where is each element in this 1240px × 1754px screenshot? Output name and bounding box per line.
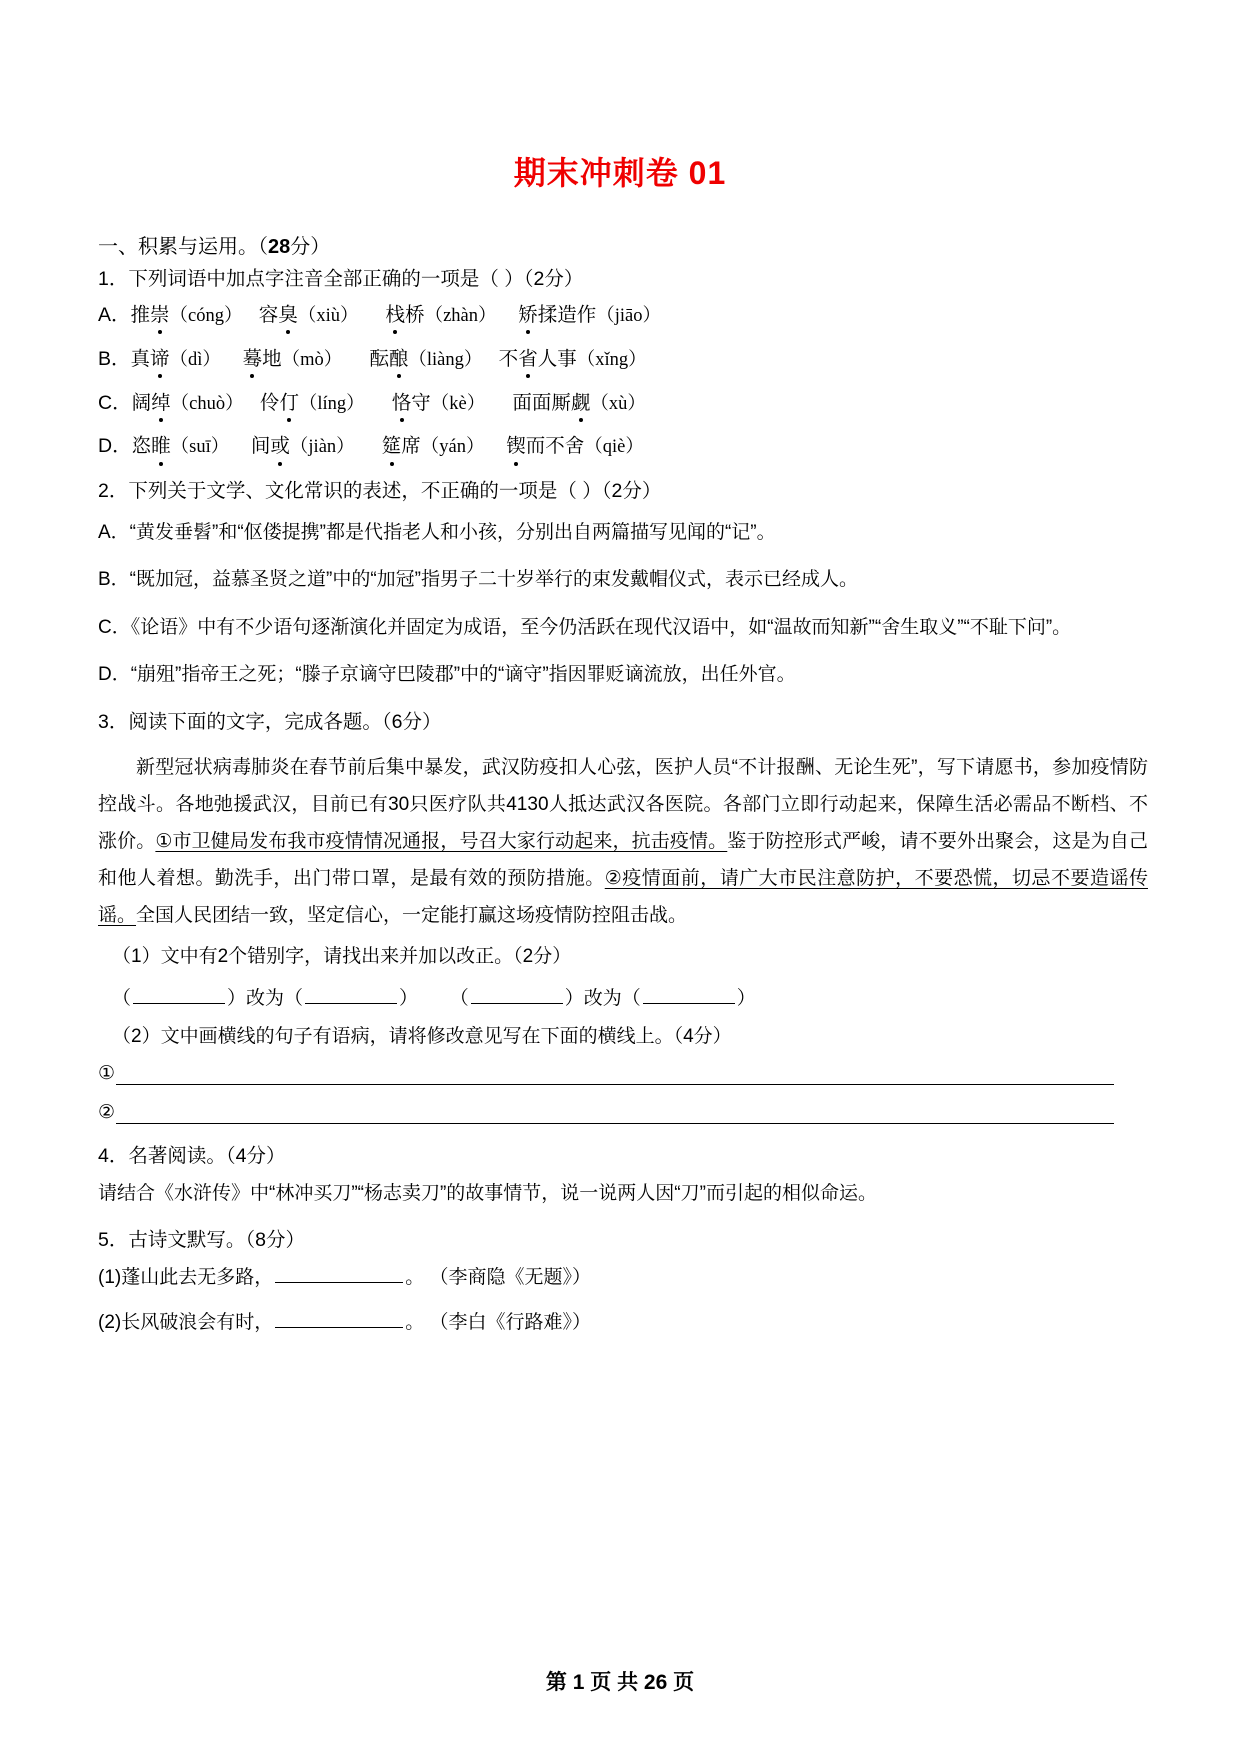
option-word: 桥 [405,304,425,327]
option-word: 而不舍 [525,435,585,458]
option-dotted-char: 蓦 [243,345,263,374]
option-word: 不 [498,347,519,370]
option-word: 人事 [537,347,577,370]
question-3-sub-1: （1）文中有2个错别字，请找出来并加以改正。（2分） [112,946,572,968]
option-dotted-char: 省 [518,345,538,374]
question-1-option-a [98,301,1148,331]
poem-blank-2[interactable] [275,1310,403,1328]
option-dotted-char: 仃 [279,389,299,418]
poem-blank-1[interactable] [275,1265,403,1283]
change-to-label: ）改为（ [564,987,641,1009]
option-pinyin: （kè） [430,393,486,414]
option-dotted-char: 筵 [382,432,402,461]
section-heading-text: 一、积累与运用。（ [98,236,268,258]
question-3-passage [98,749,1148,934]
question-3-answer-line-2 [98,1101,1148,1124]
option-pinyin: （yán） [420,437,485,458]
page-footer: 第 1 页 共 26 页 [545,1671,695,1694]
option-pinyin: （cóng） [169,306,243,327]
passage-part-1: 新型冠状病毒肺炎在春节前后集中暴发，武汉防疫扣人心弦，医护人员“不计报酬、无论生死”，写下请愿书，参加疫情防控战斗。各地弛援武汉，目前已有30只医疗队共4130人抵达武汉各医院。各部门立即行动起来，保障生活必需品不断档、不涨价。 [98,756,1148,853]
option-word: 酝 [369,347,389,370]
option-label: D． [98,435,132,458]
option-word: 守 [411,391,431,414]
corrected-char-blank-2[interactable] [643,986,735,1004]
question-2-option-a: A．“黄发垂髫”和“伛偻提携”都是代指老人和小孩，分别出自两篇描写见闻的“记”。 [98,521,776,543]
option-label: C． [98,391,132,414]
error-char-blank-2[interactable] [471,986,563,1004]
option-pinyin: （suī） [170,437,230,458]
question-2-option-c: C．《论语》中有不少语句逐渐演化并固定为成语，至今仍活跃在现代汉语中，如“温故而知新”“舍生取义”“不耻下问”。 [98,616,1072,638]
passage-part-3: 全国人民团结一致，坚定信心，一定能打赢这场疫情防控阻击战。 [136,905,688,927]
change-to-label: ）改为（ [227,987,304,1009]
answer-line-label-2: ② [98,1101,116,1123]
paren-open: （ [449,987,469,1009]
option-pinyin: （jiàn） [289,437,355,458]
option-pinyin: （jiāo） [596,306,661,327]
option-word: 推 [130,304,151,327]
option-word: 面面厮 [512,391,571,414]
option-label: B． [98,347,131,370]
paren-open: （ [112,987,132,1009]
section-heading-tail: 分） [290,236,331,258]
passage-underlined-2: ②疫情面前，请广大市民注意防护，不要恐慌，切忌不要造谣传谣。 [98,868,1148,927]
question-1-option-d [98,432,1148,462]
poem-prefix: (2)长风破浪会有时， [98,1311,274,1333]
option-dotted-char: 矫 [518,301,538,330]
option-word: 地 [262,347,282,370]
poem-suffix: 。 （李白《行路难》） [405,1311,592,1333]
corrected-char-blank-1[interactable] [305,986,397,1004]
question-5-stem: 5．古诗文默写。（8分） [98,1229,305,1252]
option-pinyin: （liàng） [408,349,483,370]
question-2-stem: 2．下列关于文学、文化常识的表述，不正确的一项是（ ）（2分） [98,480,662,503]
answer-write-rule-1[interactable] [116,1064,1114,1085]
option-pinyin: （qiè） [584,437,644,458]
question-3-answer-line-1 [98,1062,1148,1085]
option-pinyin: （xiù） [297,306,359,327]
question-4-body: 请结合《水浒传》中“林冲买刀”“杨志卖刀”的故事情节，说一说两人因“刀”而引起的相似命运。 [98,1182,877,1204]
option-dotted-char: 谛 [150,345,170,374]
option-pinyin: （chuò） [170,393,244,414]
option-label: A． [98,304,131,327]
page-title: 期末冲刺卷 01 [513,155,727,191]
option-word: 阔 [131,391,152,414]
question-3-sub-2: （2）文中画横线的句子有语病，请将修改意见写在下面的横线上。（4分） [112,1025,732,1047]
passage-part-2: 鉴于防控形式严峻，请不要外出聚会，这是为自己和他人着想。勤洗手，出门带口罩，是最有效的预防措施。 [98,831,1148,890]
option-word: 间 [250,435,271,458]
option-pinyin: （xǐng） [576,349,647,370]
paren-close: ） [736,987,756,1009]
paren-close: ） [399,987,419,1009]
option-word: 真 [130,347,151,370]
option-word: 恣 [131,435,152,458]
option-word: 伶 [259,391,280,414]
answer-write-rule-2[interactable] [116,1103,1114,1124]
question-3-stem: 3．阅读下面的文字，完成各题。（6分） [98,711,442,734]
question-1-option-b [98,345,1148,375]
option-pinyin: （zhàn） [424,306,497,327]
section-heading-1 [98,230,1148,259]
question-1-option-c [98,389,1148,419]
error-char-blank-1[interactable] [133,986,225,1004]
question-3-sub-1-answer-row [112,983,1148,1010]
question-4-stem: 4．名著阅读。（4分） [98,1144,286,1167]
option-dotted-char: 崇 [150,301,170,330]
answer-line-label-1: ① [98,1062,116,1084]
option-dotted-char: 栈 [386,301,406,330]
option-dotted-char: 锲 [506,432,526,461]
section-heading-score: 28 [268,236,291,258]
option-dotted-char: 臭 [278,301,298,330]
option-dotted-char: 恪 [392,389,412,418]
option-pinyin: （xù） [590,393,646,414]
option-dotted-char: 酿 [389,345,409,374]
question-1-stem: 1．下列词语中加点字注音全部正确的一项是（ ）（2分） [98,268,584,290]
option-pinyin: （mò） [281,349,343,370]
option-dotted-char: 绰 [151,389,171,418]
option-word: 席 [401,435,421,458]
document-body [0,230,1240,1339]
question-5-item-1 [98,1262,1148,1294]
poem-prefix: (1)蓬山此去无多路， [98,1267,274,1289]
option-dotted-char: 觑 [571,389,591,418]
option-pinyin: （líng） [298,393,365,414]
question-2-option-b: B．“既加冠，益慕圣贤之道”中的“加冠”指男子二十岁举行的束发戴帽仪式，表示已经成人。 [98,569,858,591]
option-word: 揉造作 [537,304,597,327]
question-5-item-2 [98,1307,1148,1339]
option-word: 容 [258,304,279,327]
option-dotted-char: 睢 [151,432,171,461]
passage-underlined-1: ①市卫健局发布我市疫情情况通报，号召大家行动起来，抗击疫情。 [155,831,728,853]
poem-suffix: 。 （李商隐《无题》） [405,1267,592,1289]
option-pinyin: （dì） [169,349,221,370]
option-dotted-char: 或 [270,432,290,461]
question-2-option-d: D．“崩殂”指帝王之死；“滕子京谪守巴陵郡”中的“谪守”指因罪贬谪流放，出任外官。 [98,663,796,685]
